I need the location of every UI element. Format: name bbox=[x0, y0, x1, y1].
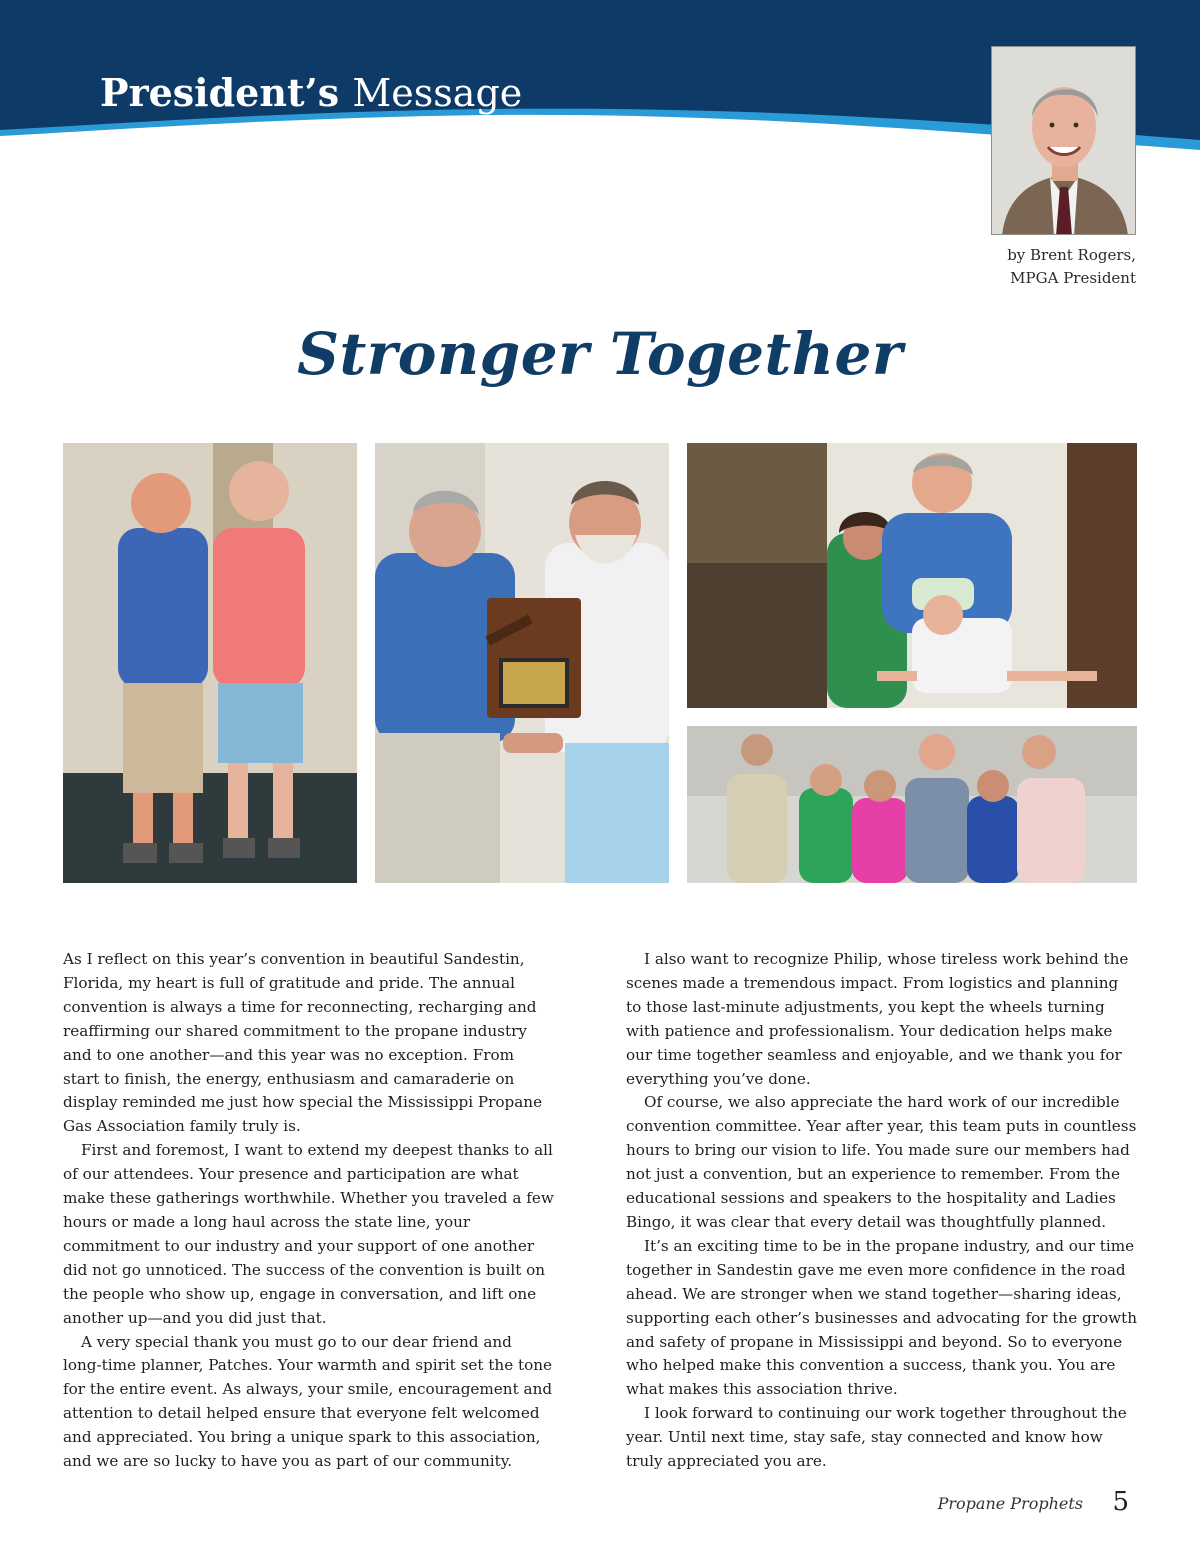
section-title-bold: President’s bbox=[100, 70, 340, 115]
photo-group bbox=[687, 726, 1137, 883]
article-paragraph: Of course, we also appreciate the hard work of our incredible convention committee. Year after year, this team puts in countless hours to bring our vision to life. You made sure our members had not just a convention, but an experience to remember. From the educational sessions and speakers to the hospitality and Ladies Bingo, it was clear that every detail was thoughtfully planned. bbox=[626, 1093, 1137, 1231]
photo-two-men bbox=[63, 443, 357, 883]
article-paragraph: I also want to recognize Philip, whose tireless work behind the scenes made a tremendous impact. From logistics and planning to those last-minute adjustments, you kept the wheels turning with patience and professionalism. Your dedication helps make our time together seamless and enjoyable, and we thank you for everything you’ve done. bbox=[626, 950, 1129, 1088]
photo-family bbox=[687, 443, 1137, 708]
article-column-right bbox=[626, 948, 1138, 1474]
author-portrait bbox=[991, 46, 1136, 235]
article-paragraph: First and foremost, I want to extend my deepest thanks to all of our attendees. Your presence and participation are what make these gatherings worthwhile. Whether you traveled a few hours or made a long haul across the state line, your commitment to our industry and your support of one another did not go unnoticed. The success of the convention is built on the people who show up, engage in conversation, and lift one another up—and you did just that. bbox=[63, 1141, 554, 1327]
byline bbox=[1007, 244, 1136, 290]
article-paragraph: A very special thank you must go to our dear friend and long-time planner, Patches. Your warmth and spirit set the tone for the entire event. As always, your smile, encouragement and attention to detail helped ensure that everyone felt welcomed and appreciated. You bring a unique spark to this association, and we are so lucky to have you as part of our community. bbox=[63, 1332, 553, 1471]
section-title bbox=[100, 70, 522, 116]
byline-author: by Brent Rogers, bbox=[1007, 246, 1136, 264]
article-paragraph: It’s an exciting time to be in the propane industry, and our time together in Sandestin gave me even more confidence in the road ahead. We are stronger when we stand together—sharing ideas, supporting each other’s businesses and advocating for the growth and safety of propane in Mississippi and beyond. So to everyone who helped make this convention a success, thank you. You are what makes this association thrive. bbox=[626, 1236, 1138, 1399]
publication-name: Propane Prophets bbox=[937, 1494, 1083, 1513]
article-paragraph: As I reflect on this year’s convention in beautiful Sandestin, Florida, my heart is full of gratitude and pride. The annual convention is always a time for reconnecting, recharging and reaffirming our shared commitment to the propane industry and to one another—and this year was no exception. From start to finish, the energy, enthusiasm and camaraderie on display reminded me just how special the Mississippi Propane Gas Association family truly is. bbox=[63, 950, 543, 1136]
article-headline: Stronger Together bbox=[297, 320, 903, 388]
photo-award bbox=[375, 443, 669, 883]
byline-role: MPGA President bbox=[1010, 269, 1136, 287]
author-portrait-image bbox=[992, 47, 1136, 235]
section-title-light: Message bbox=[352, 71, 523, 115]
article-column-left bbox=[63, 948, 555, 1474]
page-number: 5 bbox=[1112, 1487, 1129, 1517]
article-paragraph: I look forward to continuing our work together throughout the year. Until next time, stay safe, stay connected and know how truly appreciated you are. bbox=[626, 1404, 1127, 1471]
